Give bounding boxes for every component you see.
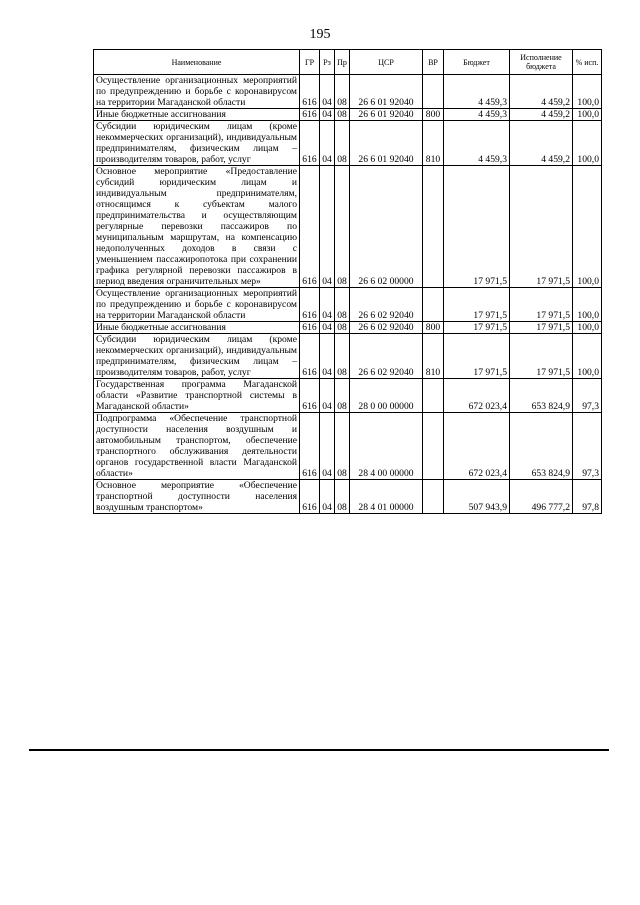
row-pr: 08 (335, 288, 350, 322)
row-budget: 17 971,5 (444, 334, 510, 379)
row-pct: 100,0 (573, 109, 602, 121)
row-rz: 04 (320, 75, 335, 109)
row-csr: 26 6 02 92040 (350, 322, 423, 334)
row-vr: 800 (423, 322, 444, 334)
header-execution: Исполнение бюджета (510, 50, 573, 75)
row-pr: 08 (335, 334, 350, 379)
row-gr: 616 (300, 480, 320, 514)
row-execution: 4 459,2 (510, 109, 573, 121)
row-gr: 616 (300, 379, 320, 413)
row-rz: 04 (320, 334, 335, 379)
table-row (94, 334, 602, 379)
row-vr (423, 75, 444, 109)
row-csr: 28 4 00 00000 (350, 413, 423, 480)
row-gr: 616 (300, 75, 320, 109)
row-vr: 810 (423, 121, 444, 166)
row-budget: 672 023,4 (444, 379, 510, 413)
table-row (94, 109, 602, 121)
row-gr: 616 (300, 121, 320, 166)
budget-table (93, 49, 602, 514)
row-budget: 672 023,4 (444, 413, 510, 480)
row-csr: 26 6 01 92040 (350, 109, 423, 121)
row-gr: 616 (300, 334, 320, 379)
row-csr: 26 6 01 92040 (350, 121, 423, 166)
row-budget: 17 971,5 (444, 322, 510, 334)
row-execution: 17 971,5 (510, 322, 573, 334)
row-pct: 100,0 (573, 288, 602, 322)
row-pct: 97,3 (573, 413, 602, 480)
row-rz: 04 (320, 109, 335, 121)
header-name: Наименование (94, 50, 300, 75)
row-name: Осуществление организационных мероприятий по предупреждению и борьбе с коронавирусом на территории Магаданской области (94, 288, 300, 322)
row-pct: 100,0 (573, 334, 602, 379)
row-pct: 100,0 (573, 322, 602, 334)
row-rz: 04 (320, 121, 335, 166)
row-budget: 4 459,3 (444, 121, 510, 166)
row-csr: 26 6 01 92040 (350, 75, 423, 109)
table-row (94, 480, 602, 514)
table-row (94, 75, 602, 109)
row-csr: 26 6 02 92040 (350, 288, 423, 322)
row-execution: 496 777,2 (510, 480, 573, 514)
row-gr: 616 (300, 109, 320, 121)
row-name: Основное мероприятие «Предоставление субсидий юридическим лицам и индивидуальным предпринимателям, относящимся к субъектам малого предпринимательства и осуществляющим регулярные перевозки пассажиров по муниципальным маршрутам, на компенсацию недополученных доходов в связи с уменьшением пассажиропотока при сохранении графика регулярной перевозки пассажиров в период введения ограничительных мер» (94, 166, 300, 288)
row-pct: 100,0 (573, 166, 602, 288)
row-pct: 100,0 (573, 75, 602, 109)
row-rz: 04 (320, 288, 335, 322)
row-rz: 04 (320, 322, 335, 334)
row-rz: 04 (320, 166, 335, 288)
table-row (94, 166, 602, 288)
row-name: Государственная программа Магаданской области «Развитие транспортной системы в Магаданской области» (94, 379, 300, 413)
row-execution: 17 971,5 (510, 334, 573, 379)
row-name: Иные бюджетные ассигнования (94, 322, 300, 334)
row-vr: 810 (423, 334, 444, 379)
row-vr (423, 379, 444, 413)
row-rz: 04 (320, 480, 335, 514)
row-pr: 08 (335, 413, 350, 480)
table-row (94, 413, 602, 480)
row-pr: 08 (335, 166, 350, 288)
header-csr: ЦСР (350, 50, 423, 75)
row-pr: 08 (335, 480, 350, 514)
row-vr (423, 288, 444, 322)
row-name: Субсидии юридическим лицам (кроме некоммерческих организаций), индивидуальным предпринимателям, физическим лицам – производителям товаров, работ, услуг (94, 121, 300, 166)
row-vr (423, 166, 444, 288)
row-execution: 4 459,2 (510, 75, 573, 109)
header-budget: Бюджет (444, 50, 510, 75)
row-name: Подпрограмма «Обеспечение транспортной доступности населения воздушным и автомобильным транспортом, обеспечение транспортного обслуживания деятельности органов государственной власти Магаданской области» (94, 413, 300, 480)
row-budget: 4 459,3 (444, 109, 510, 121)
row-pr: 08 (335, 322, 350, 334)
row-csr: 28 4 01 00000 (350, 480, 423, 514)
row-rz: 04 (320, 413, 335, 480)
row-name: Субсидии юридическим лицам (кроме некоммерческих организаций), индивидуальным предпринимателям, физическим лицам – производителям товаров, работ, услуг (94, 334, 300, 379)
row-csr: 26 6 02 92040 (350, 334, 423, 379)
page-number: 195 (309, 27, 331, 42)
row-csr: 28 0 00 00000 (350, 379, 423, 413)
row-pct: 97,8 (573, 480, 602, 514)
row-csr: 26 6 02 00000 (350, 166, 423, 288)
row-budget: 4 459,3 (444, 75, 510, 109)
row-gr: 616 (300, 413, 320, 480)
row-name: Иные бюджетные ассигнования (94, 109, 300, 121)
row-rz: 04 (320, 379, 335, 413)
row-pct: 100,0 (573, 121, 602, 166)
row-vr (423, 413, 444, 480)
row-pr: 08 (335, 75, 350, 109)
row-name: Основное мероприятие «Обеспечение транспортной доступности населения воздушным транспортом» (94, 480, 300, 514)
row-pr: 08 (335, 379, 350, 413)
row-vr: 800 (423, 109, 444, 121)
header-pct: % исп. (573, 50, 602, 75)
header-gr: ГР (300, 50, 320, 75)
table-row (94, 288, 602, 322)
table-header-row (94, 50, 602, 75)
row-execution: 17 971,5 (510, 288, 573, 322)
row-execution: 4 459,2 (510, 121, 573, 166)
row-gr: 616 (300, 322, 320, 334)
row-gr: 616 (300, 166, 320, 288)
row-pr: 08 (335, 109, 350, 121)
header-pr: Пр (335, 50, 350, 75)
row-pct: 97,3 (573, 379, 602, 413)
row-execution: 653 824,9 (510, 379, 573, 413)
row-budget: 17 971,5 (444, 166, 510, 288)
row-gr: 616 (300, 288, 320, 322)
header-vr: ВР (423, 50, 444, 75)
row-budget: 507 943,9 (444, 480, 510, 514)
bottom-divider (29, 749, 609, 751)
row-pr: 08 (335, 121, 350, 166)
row-budget: 17 971,5 (444, 288, 510, 322)
row-vr (423, 480, 444, 514)
header-rz: Рз (320, 50, 335, 75)
row-name: Осуществление организационных мероприятий по предупреждению и борьбе с коронавирусом на территории Магаданской области (94, 75, 300, 109)
table-row (94, 322, 602, 334)
row-execution: 17 971,5 (510, 166, 573, 288)
table-row (94, 379, 602, 413)
row-execution: 653 824,9 (510, 413, 573, 480)
table-row (94, 121, 602, 166)
